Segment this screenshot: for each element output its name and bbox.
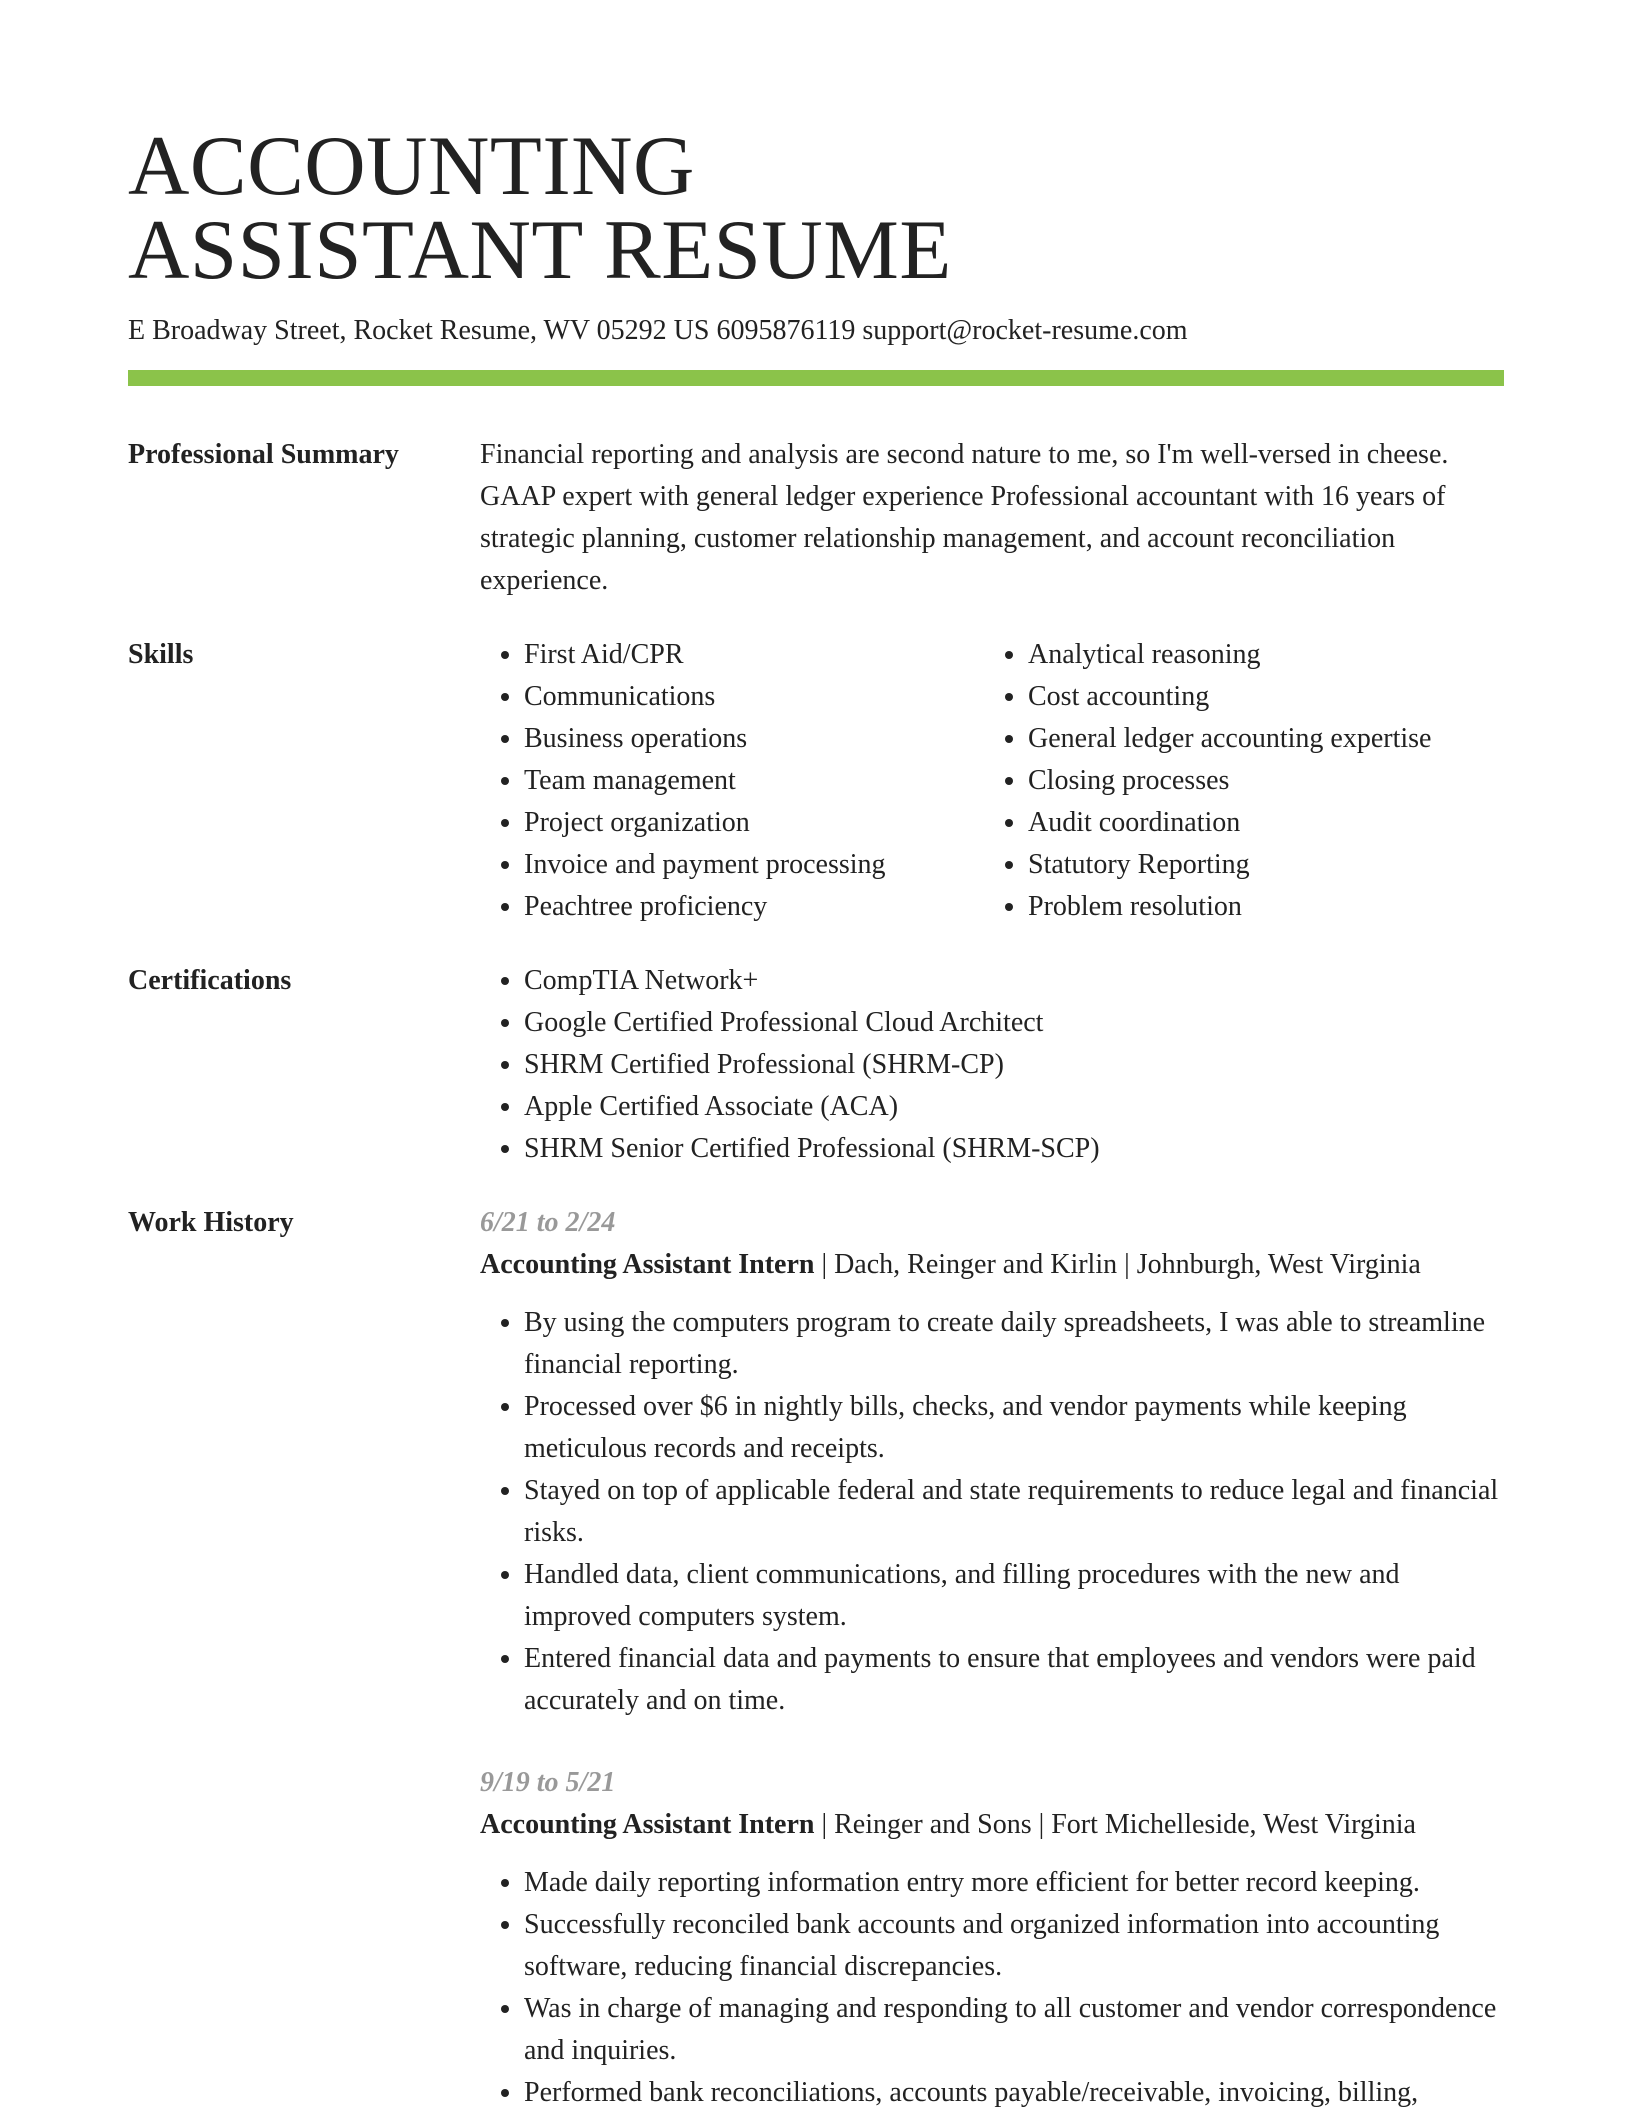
skill-item: • General ledger accounting expertise	[1028, 718, 1504, 760]
skill-item: • Invoice and payment processing	[524, 844, 984, 886]
skills-label: Skills	[128, 639, 194, 670]
skills-body	[480, 634, 1504, 928]
certification-item: • Google Certified Professional Cloud Architect	[524, 1002, 1504, 1044]
certification-item: • SHRM Certified Professional (SHRM-CP)	[524, 1044, 1504, 1086]
skill-item: • Peachtree proficiency	[524, 886, 984, 928]
accent-divider	[128, 370, 1504, 386]
certifications-list	[480, 960, 1504, 1170]
job-entry	[480, 1762, 1504, 2114]
skill-item: • Closing processes	[1028, 760, 1504, 802]
skill-item: • Project organization	[524, 802, 984, 844]
contact-info: E Broadway Street, Rocket Resume, WV 05292 US 6095876119 support@rocket-resume.com	[128, 315, 1188, 346]
skill-item: • First Aid/CPR	[524, 634, 984, 676]
job-details: | Reinger and Sons | Fort Michelleside, West Virginia	[814, 1809, 1416, 1840]
skill-item: • Business operations	[524, 718, 984, 760]
job-bullet: • Was in charge of managing and responding to all customer and vendor correspondence and inquiries.	[524, 1988, 1504, 2072]
skills-columns	[480, 634, 1504, 928]
skill-item: • Audit coordination	[1028, 802, 1504, 844]
skill-item: • Problem resolution	[1028, 886, 1504, 928]
skill-item: • Cost accounting	[1028, 676, 1504, 718]
skill-item: • Analytical reasoning	[1028, 634, 1504, 676]
job-title: Accounting Assistant Intern	[480, 1249, 815, 1280]
skills-list-left	[480, 634, 984, 928]
job-bullets	[480, 1302, 1504, 1722]
job-bullet: • By using the computers program to create daily spreadsheets, I was able to streamline financial reporting.	[524, 1302, 1504, 1386]
certifications-section	[128, 960, 1504, 1170]
job-bullet: • Entered financial data and payments to ensure that employees and vendors were paid accurately and on time.	[524, 1638, 1504, 1722]
skill-item: • Statutory Reporting	[1028, 844, 1504, 886]
certifications-label: Certifications	[128, 965, 292, 996]
work-history-label: Work History	[128, 1207, 294, 1238]
job-bullet: • Stayed on top of applicable federal and state requirements to reduce legal and financial risks.	[524, 1470, 1504, 1554]
certifications-body	[480, 960, 1504, 1170]
job-bullet: • Performed bank reconciliations, accounts payable/receivable, invoicing, billing,	[524, 2072, 1504, 2114]
job-bullet: • Successfully reconciled bank accounts and organized information into accounting software, reducing financial discrepancies.	[524, 1904, 1504, 1988]
summary-label: Professional Summary	[128, 439, 399, 470]
skills-section	[128, 634, 1504, 928]
job-bullet: • Processed over $6 in nightly bills, checks, and vendor payments while keeping meticulous records and receipts.	[524, 1386, 1504, 1470]
job-bullet: • Handled data, client communications, and filling procedures with the new and improved computers system.	[524, 1554, 1504, 1638]
skill-item: • Communications	[524, 676, 984, 718]
job-details: | Dach, Reinger and Kirlin | Johnburgh, West Virginia	[814, 1249, 1421, 1280]
job-header	[480, 1244, 1504, 1286]
summary-body	[480, 434, 1504, 602]
job-dates: 6/21 to 2/24	[480, 1207, 616, 1238]
job-dates: 9/19 to 5/21	[480, 1767, 616, 1798]
summary-section	[128, 434, 1504, 602]
skills-list-right	[984, 634, 1504, 928]
resume-title	[128, 119, 1504, 297]
job-entry	[480, 1202, 1504, 1722]
job-header	[480, 1804, 1504, 1846]
job-bullet: • Made daily reporting information entry more efficient for better record keeping.	[524, 1862, 1504, 1904]
resume-title-line-1: ACCOUNTING	[128, 119, 695, 213]
resume-title-line-2: ASSISTANT RESUME	[128, 203, 952, 297]
job-title: Accounting Assistant Intern	[480, 1809, 815, 1840]
job-bullets	[480, 1862, 1504, 2114]
summary-text: Financial reporting and analysis are second nature to me, so I'm well-versed in cheese. GAAP expert with general ledger experience Professional accountant with 16 years of strategic planning, customer relationship management, and account reconciliation experience.	[480, 439, 1449, 596]
certification-item: • CompTIA Network+	[524, 960, 1504, 1002]
skill-item: • Team management	[524, 760, 984, 802]
certification-item: • Apple Certified Associate (ACA)	[524, 1086, 1504, 1128]
certification-item: • SHRM Senior Certified Professional (SHRM-SCP)	[524, 1128, 1504, 1170]
work-history-section	[128, 1202, 1504, 2114]
work-history-body	[480, 1202, 1504, 2114]
